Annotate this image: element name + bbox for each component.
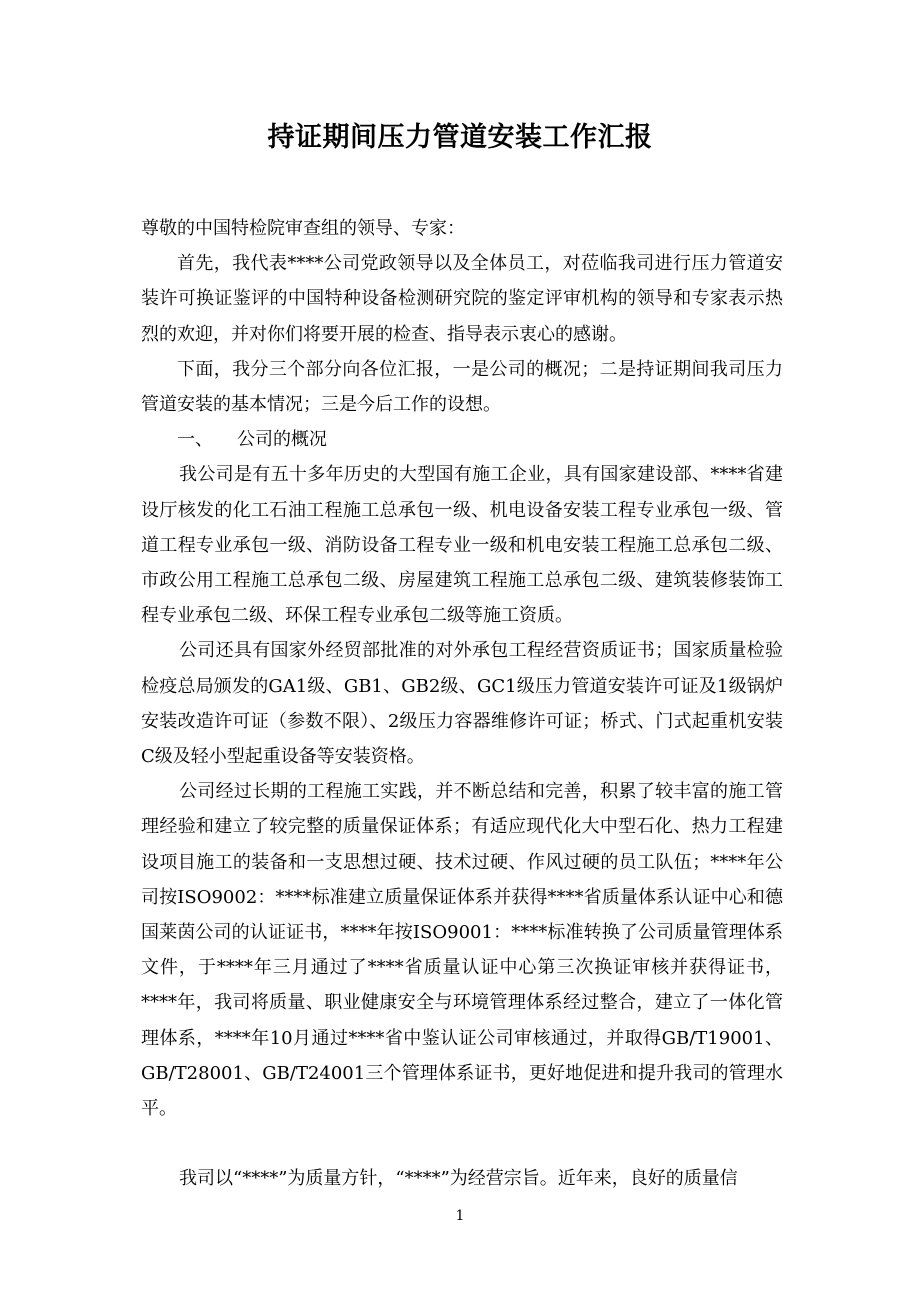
salutation: 尊敬的中国特检院审查组的领导、专家： bbox=[141, 218, 465, 239]
page-number: 1 bbox=[455, 1208, 465, 1224]
document-title: 持证期间压力管道安装工作汇报 bbox=[267, 122, 653, 153]
paragraph-licenses: 公司还具有国家外经贸部批准的对外承包工程经营资质证书；国家质量检验检疫总局颁发的GA1级、GB1、GB2级、GC1级压力管道安装许可证及1级锅炉安装改造许可证（参数不限）、2级压力容器维修许可证；桥式、门式起重机安装C级及轻小型起重设备等安装资格。 bbox=[141, 640, 783, 768]
section-heading-1 bbox=[141, 422, 783, 457]
paragraph-quality-policy: 我司以“****”为质量方针，“****”为经营宗旨。近年来，良好的质量信 bbox=[179, 1168, 738, 1190]
paragraph-outline: 下面，我分三个部分向各位汇报，一是公司的概况；二是持证期间我司压力管道安装的基本情况；三是今后工作的设想。 bbox=[141, 358, 783, 416]
paragraph-intro: 首先，我代表****公司党政领导以及全体员工，对莅临我司进行压力管道安装许可换证鉴评的中国特种设备检测研究院的鉴定评审机构的领导和专家表示热烈的欢迎，并对你们将要开展的检查、指导表示衷心的感谢。 bbox=[141, 253, 783, 345]
document-body bbox=[141, 211, 783, 1196]
paragraph-gap bbox=[141, 1126, 783, 1161]
paragraph-company-qualifications: 我公司是有五十多年历史的大型国有施工企业，具有国家建设部、****省建设厅核发的化工石油工程施工总承包一级、机电设备安装工程专业承包一级、管道工程专业承包一级、消防设备工程专业一级和机电安装工程施工总承包二级、市政公用工程施工总承包二级、房屋建筑工程施工总承包二级、建筑装修装饰工程专业承包二级、环保工程专业承包二级等施工资质。 bbox=[141, 464, 783, 627]
section-number: 一、 bbox=[177, 429, 213, 451]
paragraph-quality-system: 公司经过长期的工程施工实践，并不断总结和完善，积累了较丰富的施工管理经验和建立了较完整的质量保证体系；有适应现代化大中型石化、热力工程建设项目施工的装备和一支思想过硬、技术过硬、作风过硬的员工队伍；****年公司按ISO9002：****标准建立质量保证体系并获得****省质量体系认证中心和德国莱茵公司的认证证书，****年按ISO9001：****标准转换了公司质量管理体系文件，于****年三月通过了****省质量认证中心第三次换证审核并获得证书，****年，我司将质量、职业健康安全与环境管理体系经过整合，建立了一体化管理体系，****年10月通过****省中鉴认证公司审核通过，并取得GB/T19001、GB/T28001、GB/T24001三个管理体系证书，更好地促进和提升我司的管理水平。 bbox=[141, 781, 783, 1120]
section-title: 公司的概况 bbox=[237, 429, 327, 451]
